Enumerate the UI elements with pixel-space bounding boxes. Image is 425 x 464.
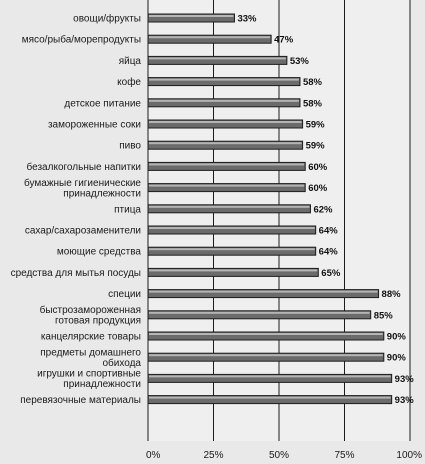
bar-highlight — [149, 354, 383, 356]
bar-highlight — [149, 185, 304, 187]
category-label-line: сахар/сахарозаменители — [24, 225, 141, 237]
category-label-line: предметы домашнего — [40, 347, 141, 359]
category-label — [40, 304, 141, 327]
bar-highlight — [149, 312, 370, 314]
x-tick-label: 25% — [203, 450, 224, 461]
category-labels — [11, 13, 142, 407]
bar-highlight — [149, 227, 315, 229]
data-label: 64% — [318, 246, 338, 258]
bar-highlight — [149, 248, 315, 250]
category-label-line: средства для мытья посуды — [10, 267, 141, 279]
data-label: 58% — [302, 98, 322, 110]
category-label — [40, 347, 141, 369]
category-label-line: быстрозамороженная — [39, 305, 141, 317]
category-label-line: безалкогольные напитки — [26, 161, 141, 173]
bar-highlight — [149, 36, 270, 38]
category-label-line: замороженные соки — [47, 119, 141, 131]
bar-highlight — [149, 100, 299, 102]
data-label: 90% — [386, 352, 406, 364]
data-label: 93% — [394, 395, 414, 407]
category-label — [27, 161, 141, 173]
category-label — [119, 56, 142, 67]
data-label: 60% — [308, 161, 328, 173]
category-label — [119, 141, 141, 152]
category-label-line: канцелярские товары — [40, 331, 141, 343]
data-label: 85% — [373, 310, 393, 322]
category-label — [57, 247, 142, 258]
data-label: 64% — [318, 225, 338, 237]
category-label-line: принадлежности — [63, 379, 141, 391]
data-label: 47% — [274, 34, 294, 46]
category-label — [64, 98, 141, 109]
category-label-line: перевязочные материалы — [20, 395, 141, 407]
category-label — [114, 204, 141, 215]
category-label-line: пиво — [119, 140, 141, 152]
category-label-line: кофе — [117, 77, 141, 89]
category-label-line: моющие средства — [56, 246, 141, 258]
category-label-line: специи — [108, 289, 141, 301]
data-label: 53% — [289, 55, 309, 67]
x-tick-label: 50% — [268, 450, 290, 461]
category-label — [11, 268, 141, 279]
category-label-line: бумажные гигиенические — [23, 177, 141, 189]
data-label: 93% — [394, 373, 414, 385]
category-label-line: готовая продукция — [54, 315, 141, 327]
bar-highlight — [149, 269, 317, 271]
category-label — [20, 395, 141, 406]
bar-highlight — [149, 375, 391, 377]
bar-highlight — [149, 142, 302, 144]
category-label-line: овощи/фрукты — [73, 13, 141, 25]
data-label: 59% — [305, 140, 325, 152]
category-label — [41, 332, 141, 343]
category-label-line: принадлежности — [63, 188, 141, 200]
bar-highlight — [149, 333, 383, 335]
category-label-line: птица — [114, 204, 141, 216]
category-label — [24, 177, 141, 200]
bar-highlight — [149, 15, 233, 17]
category-label — [117, 76, 141, 88]
category-label-line: детское питание — [64, 98, 141, 110]
bar-highlight — [149, 79, 299, 81]
data-label: 88% — [381, 289, 401, 301]
bar-highlight — [149, 163, 304, 165]
data-label: 62% — [313, 204, 333, 216]
x-tick-label: 75% — [334, 450, 355, 461]
category-label — [22, 34, 141, 46]
category-label-line: игрушки и спортивные — [37, 368, 141, 380]
data-label: 65% — [321, 267, 341, 279]
data-label: 90% — [386, 331, 406, 343]
data-label: 58% — [302, 77, 322, 89]
bar-highlight — [149, 206, 309, 208]
x-tick-label: 100% — [396, 450, 422, 461]
bar-highlight — [149, 57, 286, 59]
data-label: 60% — [308, 183, 328, 195]
category-label-line: яйца — [118, 55, 141, 67]
category-label-line: обихода — [102, 357, 141, 369]
category-label — [48, 120, 141, 131]
data-label: 33% — [237, 13, 257, 25]
category-label-line: мясо/рыба/морепродукты — [21, 34, 141, 46]
category-label — [37, 369, 141, 391]
bar-highlight — [149, 397, 391, 399]
category-label — [108, 289, 141, 300]
bar-highlight — [149, 291, 378, 293]
category-label — [25, 226, 141, 237]
x-tick-label: 0% — [146, 450, 161, 461]
bar-highlight — [149, 121, 302, 123]
data-label: 59% — [305, 119, 325, 131]
x-axis-ticks — [146, 450, 422, 461]
category-label — [73, 13, 141, 25]
